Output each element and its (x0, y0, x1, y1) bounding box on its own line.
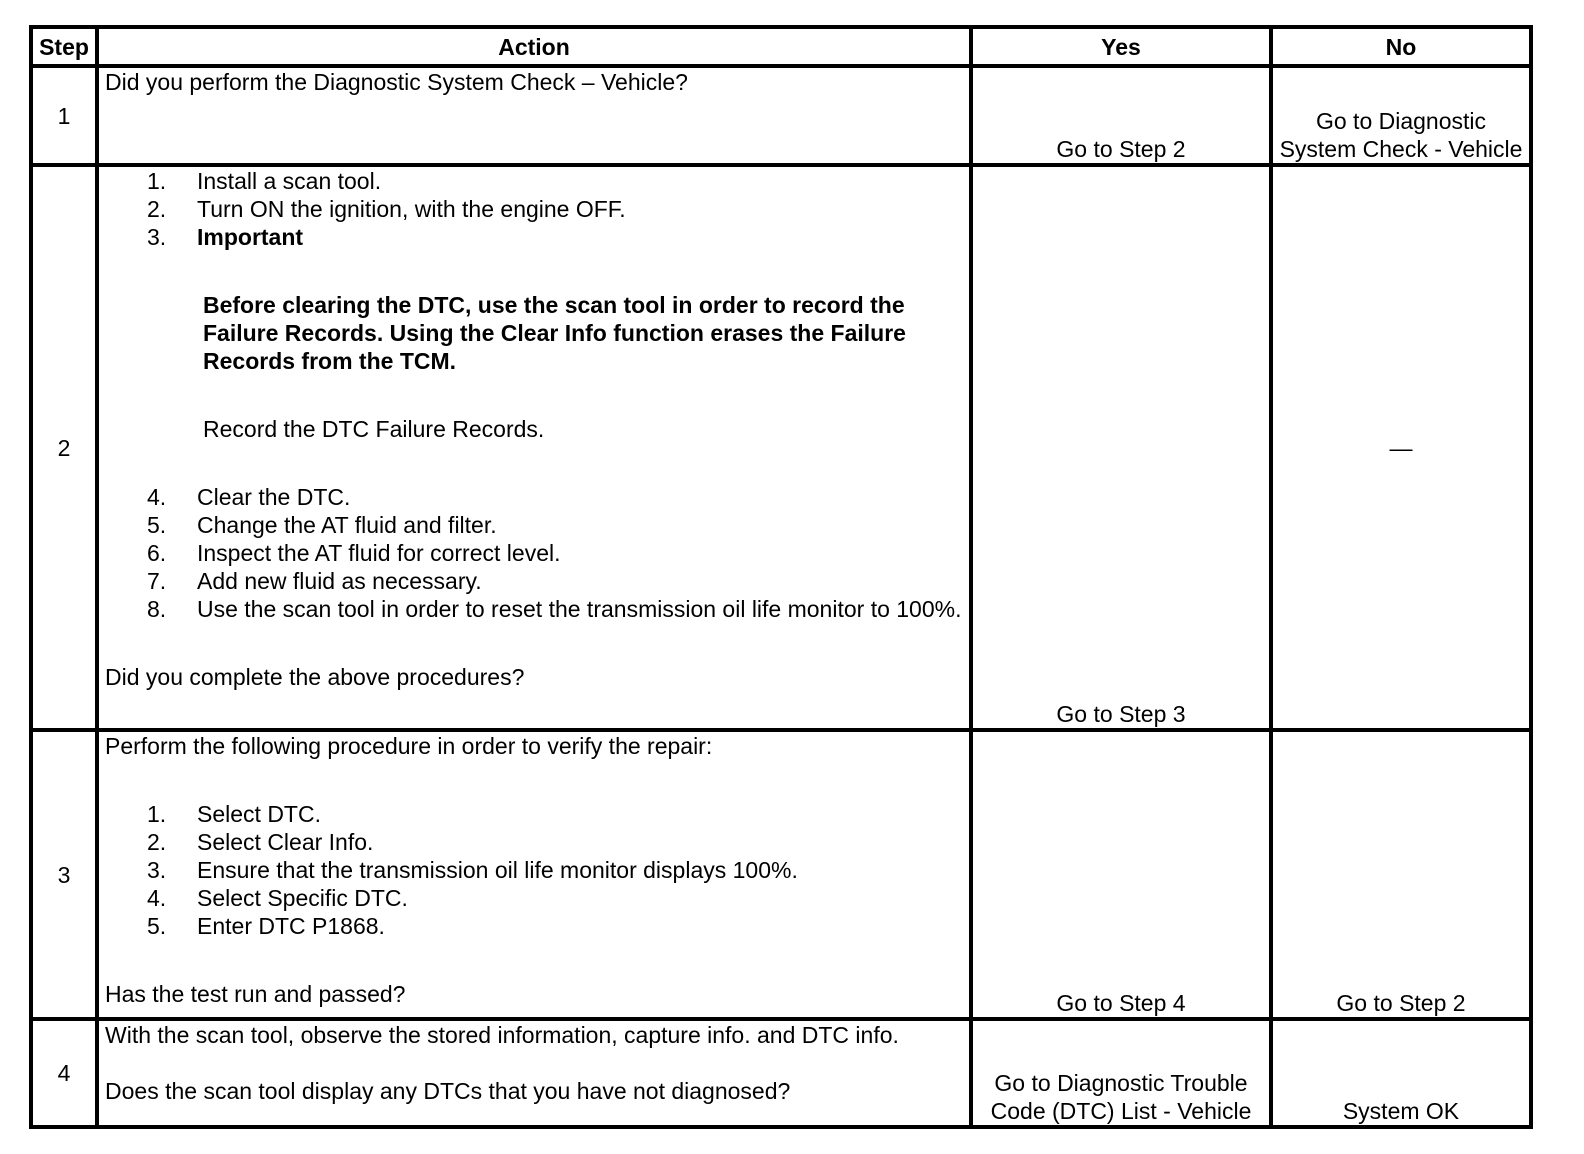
action-cell (97, 165, 971, 730)
no-cell: System OK (1271, 1019, 1531, 1127)
question-text: Did you perform the Diagnostic System Check – Vehicle? (105, 69, 688, 95)
list-text: Change the AT fluid and filter. (197, 512, 497, 538)
action-cell (97, 66, 971, 165)
important-note: Before clearing the DTC, use the scan tool in order to record the Failure Records. Using the Clear Info function erases the Failure Records from the TCM. (203, 292, 906, 374)
list-text: Clear the DTC. (197, 484, 351, 510)
list-item (105, 595, 963, 623)
table-row (31, 730, 1531, 1019)
action-cell (97, 730, 971, 1019)
step-number: 2 (31, 165, 97, 730)
list-number: 5. (147, 512, 167, 538)
list-number: 7. (147, 568, 167, 594)
step-number: 3 (31, 730, 97, 1019)
list-text: Select DTC. (197, 801, 321, 827)
list-text: Select Specific DTC. (197, 885, 408, 911)
list-item (105, 567, 963, 595)
list-item (105, 167, 963, 195)
question-text: Has the test run and passed? (105, 981, 406, 1007)
list-item (105, 195, 963, 223)
step-number: 1 (31, 66, 97, 165)
list-item (105, 223, 963, 251)
header-step: Step (31, 27, 97, 66)
list-item (105, 483, 963, 511)
list-number: 6. (147, 540, 167, 566)
list-text: Ensure that the transmission oil life monitor displays 100%. (197, 857, 798, 883)
step-number: 4 (31, 1019, 97, 1127)
procedure-list (105, 483, 963, 623)
list-text: Select Clear Info. (197, 829, 374, 855)
no-cell: Go to Step 2 (1271, 730, 1531, 1019)
action-cell (97, 1019, 971, 1127)
procedure-list (105, 167, 963, 251)
list-number: 1. (147, 801, 167, 827)
list-number: 8. (147, 596, 167, 622)
yes-cell: Go to Step 2 (971, 66, 1271, 165)
list-item (105, 912, 963, 940)
list-number: 3. (147, 857, 167, 883)
list-number: 2. (147, 196, 167, 222)
list-item (105, 884, 963, 912)
list-text: Install a scan tool. (197, 168, 382, 194)
list-number: 4. (147, 484, 167, 510)
list-text: Inspect the AT fluid for correct level. (197, 540, 561, 566)
header-action: Action (97, 27, 971, 66)
important-heading: Important (197, 224, 304, 250)
procedure-list (105, 800, 963, 940)
table-row (31, 1019, 1531, 1127)
list-number: 2. (147, 829, 167, 855)
list-number: 5. (147, 913, 167, 939)
yes-cell: Go to Diagnostic Trouble Code (DTC) List - Vehicle (971, 1019, 1271, 1127)
list-number: 3. (147, 224, 167, 250)
record-text: Record the DTC Failure Records. (203, 416, 545, 442)
list-item (105, 539, 963, 567)
list-text: Turn ON the ignition, with the engine OFF. (197, 196, 626, 222)
question-text: Did you complete the above procedures? (105, 664, 525, 690)
header-yes: Yes (971, 27, 1271, 66)
yes-cell: Go to Step 3 (971, 165, 1271, 730)
header-no: No (1271, 27, 1531, 66)
no-cell: — (1271, 165, 1531, 730)
list-item (105, 856, 963, 884)
list-item (105, 511, 963, 539)
question-text: Does the scan tool display any DTCs that you have not diagnosed? (105, 1078, 791, 1104)
list-text: Enter DTC P1868. (197, 913, 385, 939)
header-row (31, 27, 1531, 66)
list-text: Use the scan tool in order to reset the transmission oil life monitor to 100%. (197, 596, 962, 622)
table-row (31, 66, 1531, 165)
yes-cell: Go to Step 4 (971, 730, 1271, 1019)
list-text: Add new fluid as necessary. (197, 568, 482, 594)
table-row (31, 165, 1531, 730)
list-item (105, 828, 963, 856)
intro-text: Perform the following procedure in order to verify the repair: (105, 733, 713, 759)
diagnostic-table (29, 25, 1533, 1129)
list-number: 1. (147, 168, 167, 194)
list-item (105, 800, 963, 828)
list-number: 4. (147, 885, 167, 911)
no-cell: Go to Diagnostic System Check - Vehicle (1271, 66, 1531, 165)
intro-text: With the scan tool, observe the stored information, capture info. and DTC info. (105, 1022, 899, 1048)
